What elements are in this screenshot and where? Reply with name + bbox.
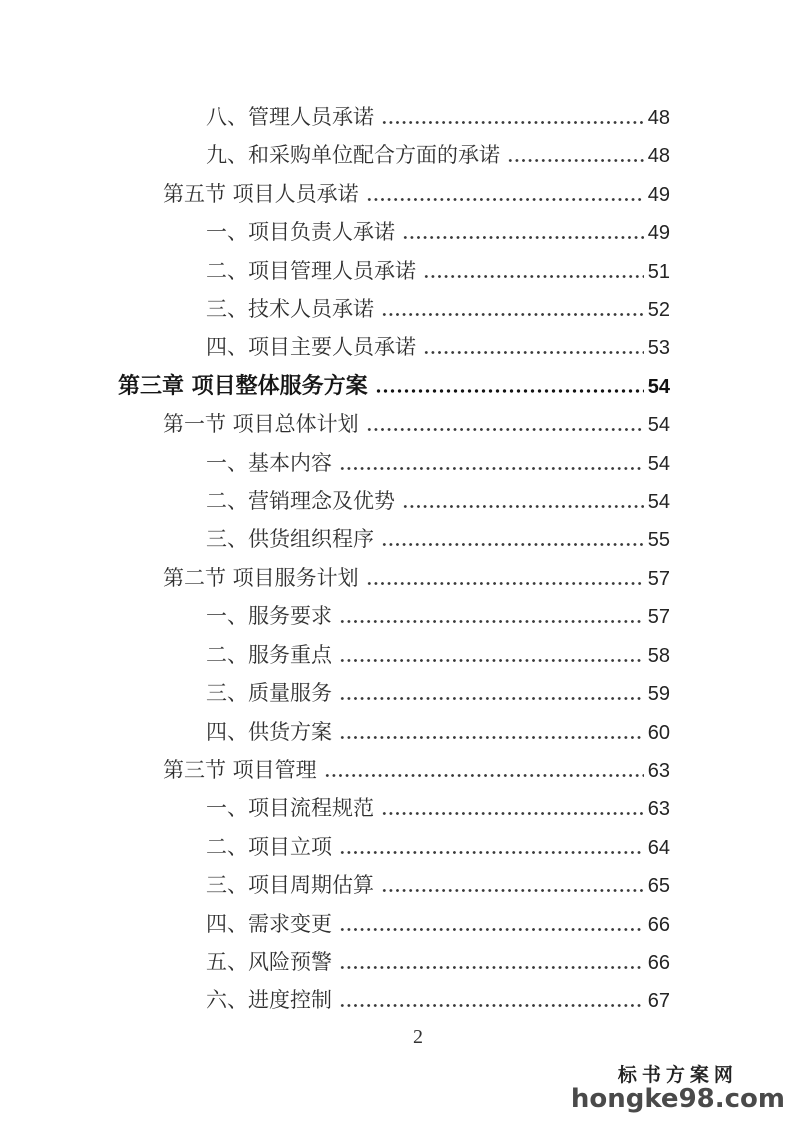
- toc-entry-label: 八、管理人员承诺: [206, 105, 374, 129]
- toc-entry[interactable]: [118, 521, 670, 559]
- table-of-contents: [118, 99, 670, 1021]
- dot-leader: [339, 620, 644, 623]
- dot-leader: [423, 351, 644, 354]
- toc-entry-label: 第二节 项目服务计划: [163, 565, 359, 590]
- toc-entry[interactable]: [118, 291, 670, 329]
- watermark-site-name: 标书方案网: [617, 1063, 738, 1086]
- toc-entry-page-number: 54: [647, 375, 670, 398]
- toc-entry-page-number: 49: [647, 222, 670, 245]
- dot-leader: [507, 159, 644, 162]
- footer-page-number: 2: [413, 1026, 423, 1048]
- toc-entry-page-number: 49: [647, 183, 670, 206]
- toc-entry-label: 六、进度控制: [206, 988, 332, 1013]
- toc-entry-label: 第三节 项目管理: [163, 757, 317, 782]
- dot-leader: [381, 543, 644, 546]
- toc-entry-page-number: 65: [647, 875, 670, 898]
- toc-entry-page-number: 66: [647, 951, 670, 974]
- toc-entry[interactable]: [118, 867, 670, 905]
- dot-leader: [339, 1004, 644, 1007]
- toc-entry-page-number: 54: [647, 491, 670, 514]
- toc-entry-page-number: 54: [647, 452, 670, 475]
- toc-entry-label: 一、服务要求: [206, 604, 332, 629]
- toc-entry[interactable]: [118, 637, 670, 675]
- toc-entry[interactable]: [118, 944, 670, 982]
- toc-entry-page-number: 57: [647, 567, 670, 590]
- toc-entry-label: 二、项目管理人员承诺: [206, 258, 416, 283]
- toc-entry-page-number: 58: [647, 644, 670, 667]
- toc-entry-page-number: 63: [647, 759, 670, 782]
- dot-leader: [339, 467, 644, 470]
- toc-entry[interactable]: [118, 982, 670, 1020]
- toc-entry[interactable]: [118, 829, 670, 867]
- toc-entry-label: 一、项目流程规范: [206, 796, 374, 821]
- toc-entry-label: 四、项目主要人员承诺: [206, 335, 416, 360]
- toc-entry-page-number: 48: [647, 145, 670, 168]
- dot-leader: [339, 928, 644, 931]
- toc-entry-page-number: 51: [647, 260, 670, 283]
- dot-leader: [339, 851, 644, 854]
- toc-entry-page-number: 57: [647, 606, 670, 629]
- toc-entry-label: 三、供货组织程序: [206, 527, 374, 552]
- dot-leader: [402, 505, 644, 508]
- toc-entry-page-number: 63: [647, 798, 670, 821]
- dot-leader: [375, 389, 644, 393]
- toc-entry-label: 第一节 项目总体计划: [163, 412, 359, 437]
- toc-entry[interactable]: [118, 253, 670, 291]
- toc-entry-page-number: 53: [647, 337, 670, 360]
- toc-entry-page-number: 55: [647, 529, 670, 552]
- toc-entry[interactable]: [118, 137, 670, 175]
- toc-entry-page-number: 48: [647, 107, 670, 129]
- toc-entry-label: 四、供货方案: [206, 719, 332, 744]
- toc-entry-label: 三、技术人员承诺: [206, 297, 374, 322]
- toc-entry-page-number: 67: [647, 990, 670, 1013]
- toc-entry-label: 三、质量服务: [206, 681, 332, 706]
- dot-leader: [366, 582, 644, 585]
- dot-leader: [339, 697, 644, 700]
- dot-leader: [339, 659, 644, 662]
- toc-entry-label: 四、需求变更: [206, 911, 332, 936]
- dot-leader: [402, 236, 644, 239]
- toc-entry-label: 第五节 项目人员承诺: [163, 181, 359, 206]
- toc-entry[interactable]: [118, 99, 670, 137]
- toc-entry[interactable]: [118, 560, 670, 598]
- watermark: [571, 1065, 785, 1114]
- dot-leader: [423, 275, 644, 278]
- toc-entry[interactable]: [118, 368, 670, 406]
- toc-entry[interactable]: [118, 752, 670, 790]
- dot-leader: [381, 812, 644, 815]
- toc-entry-label: 三、项目周期估算: [206, 873, 374, 898]
- dot-leader: [339, 966, 644, 969]
- toc-entry-label: 二、营销理念及优势: [206, 489, 395, 514]
- watermark-site-url: hongke98.com: [570, 1084, 785, 1115]
- toc-entry-page-number: 59: [647, 683, 670, 706]
- toc-entry[interactable]: [118, 714, 670, 752]
- toc-entry[interactable]: [118, 214, 670, 252]
- dot-leader: [381, 889, 644, 892]
- toc-entry-label: 一、项目负责人承诺: [206, 220, 395, 245]
- toc-entry-page-number: 64: [647, 836, 670, 859]
- toc-entry[interactable]: [118, 483, 670, 521]
- toc-entry-label: 一、基本内容: [206, 450, 332, 475]
- toc-entry-page-number: 54: [647, 414, 670, 437]
- toc-entry-label: 第三章 项目整体服务方案: [118, 372, 368, 399]
- dot-leader: [324, 774, 644, 777]
- toc-entry-page-number: 52: [647, 299, 670, 322]
- dot-leader: [339, 736, 644, 739]
- toc-entry[interactable]: [118, 790, 670, 828]
- toc-entry[interactable]: [118, 329, 670, 367]
- toc-entry[interactable]: [118, 906, 670, 944]
- toc-entry-page-number: 66: [647, 913, 670, 936]
- toc-entry-label: 五、风险预警: [206, 949, 332, 974]
- toc-entry[interactable]: [118, 598, 670, 636]
- toc-entry[interactable]: [118, 675, 670, 713]
- dot-leader: [366, 428, 644, 431]
- toc-entry[interactable]: [118, 406, 670, 444]
- toc-entry-label: 二、服务重点: [206, 642, 332, 667]
- dot-leader: [381, 121, 644, 124]
- dot-leader: [366, 198, 644, 201]
- toc-entry[interactable]: [118, 176, 670, 214]
- toc-entry-label: 二、项目立项: [206, 834, 332, 859]
- dot-leader: [381, 313, 644, 316]
- toc-entry-page-number: 60: [647, 721, 670, 744]
- toc-entry-label: 九、和采购单位配合方面的承诺: [206, 143, 500, 168]
- toc-entry[interactable]: [118, 445, 670, 483]
